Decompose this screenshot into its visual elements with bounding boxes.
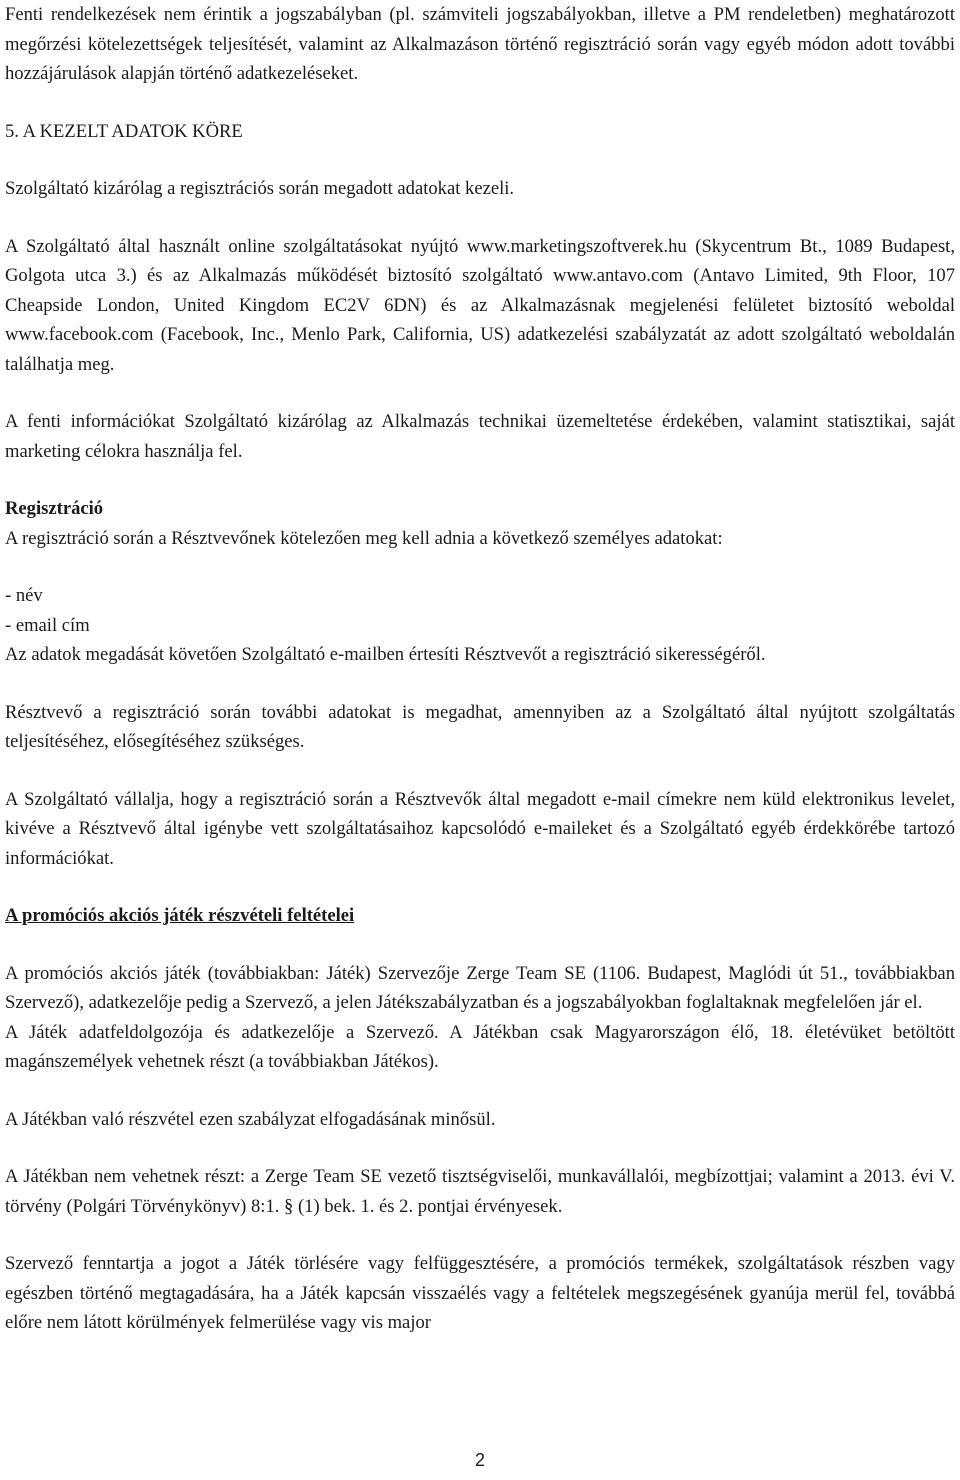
promo-heading: A promóciós akciós játék részvételi feltételei: [5, 905, 355, 926]
registration-paragraph-1: A regisztráció során a Résztvevőnek kötelezően meg kell adnia a következő személyes adatokat:: [5, 527, 723, 549]
promo-paragraph-4: A Játékban nem vehetnek részt: a Zerge Team SE vezető tisztségviselői, munkavállalói, megbízottjai; valamint a 2013. évi V. törvény (Polgári Törvénykönyv) 8:1. § (1) bek. 1. és 2. pontjai érvényesek.: [5, 1166, 955, 1217]
section-5-heading: 5. A KEZELT ADATOK KÖRE: [5, 120, 243, 142]
registration-list-item-email: - email cím: [5, 614, 90, 636]
intro-paragraph: Fenti rendelkezések nem érintik a jogszabályban (pl. számviteli jogszabályokban, illetve a PM rendeletben) meghatározott megőrzési kötelezettségek teljesítését, valamint az Alkalmazáson történő regisztráció során vagy egyéb módon adott további hozzájárulások alapján történő adatkezeléseket.: [5, 4, 955, 84]
section-5-paragraph-2: A Szolgáltató által használt online szolgáltatásokat nyújtó www.marketingszoftverek.hu (Skycentrum Bt., 1089 Budapest, Golgota utca 3.) és az Alkalmazás működését biztosító szolgáltató www.antavo.com (Antavo Limited, 9th Floor, 107 Cheapside London, United Kingdom EC2V 6DN) és az Alkalmazásnak megjelenési felületet biztosító weboldal www.facebook.com (Facebook, Inc., Menlo Park, California, US) adatkezelési szabályzatát az adott szolgáltató weboldalán találhatja meg.: [5, 235, 955, 375]
registration-paragraph-4: A Szolgáltató vállalja, hogy a regisztráció során a Résztvevők által megadott e-mail címekre nem küld elektronikus levelet, kivéve a Résztvevő által igénybe vett szolgáltatásaihoz kapcsolódó e-maileket és a Szolgáltató egyéb érdekkörébe tartozó információkat.: [5, 788, 955, 869]
promo-paragraph-2: A Játék adatfeldolgozója és adatkezelője a Szervező. A Játékban csak Magyarországon élő, 18. életévüket betöltött magánszemélyek vehetnek részt (a továbbiakban Játékos).: [5, 1021, 955, 1072]
section-5-paragraph-3: A fenti információkat Szolgáltató kizárólag az Alkalmazás technikai üzemeltetése érdekében, valamint statisztikai, saját marketing célokra használja fel.: [5, 411, 955, 462]
registration-paragraph-3: Résztvevő a regisztráció során további adatokat is megadhat, amennyiben az a Szolgáltató által nyújtott szolgáltatás teljesítéséhez, elősegítéséhez szükséges.: [5, 701, 955, 752]
registration-paragraph-2: Az adatok megadását követően Szolgáltató e-mailben értesíti Résztvevőt a regisztráció sikerességéről.: [5, 644, 766, 665]
document-page: [5, 0, 955, 1338]
promo-paragraph-3: A Játékban való részvétel ezen szabályzat elfogadásának minősül.: [5, 1108, 496, 1130]
registration-list-item-name: - név: [5, 585, 43, 606]
registration-heading: Regisztráció: [5, 498, 104, 519]
section-5-paragraph-1: Szolgáltató kizárólag a regisztrációs során megadott adatokat kezeli.: [5, 178, 515, 199]
page-number: 2: [474, 1450, 485, 1470]
promo-paragraph-1: A promóciós akciós játék (továbbiakban: Játék) Szervezője Zerge Team SE (1106. Budapest, Maglódi út 51., továbbiakban Szervező), adatkezelője pedig a Szervező, a jelen Játékszabályzatban és a jogszabályokban foglaltaknak megfelelően jár el.: [5, 962, 955, 1013]
promo-paragraph-5: Szervező fenntartja a jogot a Játék törlésére vagy felfüggesztésére, a promóciós termékek, szolgáltatások részben vagy egészben történő megtagadására, ha a Játék kapcsán visszaélés vagy a feltételek megszegésének gyanúja merül fel, továbbá előre nem látott körülmények felmerülése vagy vis major: [5, 1253, 955, 1333]
